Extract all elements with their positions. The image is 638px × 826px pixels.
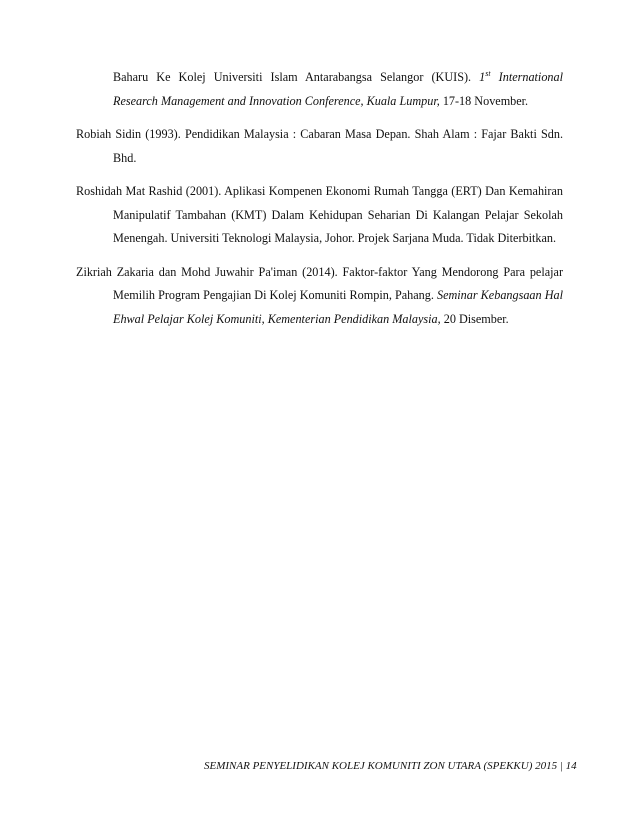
ordinal-suffix: st (485, 68, 491, 78)
ordinal-number: 1 (479, 70, 486, 84)
conference-title: International Research Management and Innovation Conference, Kuala Lumpur, (113, 70, 563, 108)
reference-text: Zikriah Zakaria dan Mohd Juwahir Pa'iman (2014). Faktor-faktor Yang Mendorong Para pelajar Memilih Program Pengajian Di Kolej Komuniti Rompin, Pahang. (76, 264, 563, 302)
reference-item (76, 180, 563, 251)
reference-text: Roshidah Mat Rashid (2001). Aplikasi Kompenen Ekonomi Rumah Tangga (ERT) Dan Kemahiran Manipulatif Tambahan (KMT) Dalam Kehidupan Seharian Di Kalangan Pelajar Sekolah Menengah. Universiti Teknologi Malaysia, Johor. Projek Sarjana Muda. Tidak Diterbitkan. (76, 184, 563, 245)
reference-item (76, 261, 563, 332)
reference-item-continued (76, 66, 563, 113)
reference-date: 17-18 November. (439, 93, 529, 108)
reference-text: Robiah Sidin (1993). Pendidikan Malaysia : Cabaran Masa Depan. Shah Alam : Fajar Bakti Sdn. Bhd. (76, 127, 563, 165)
reference-item (76, 123, 563, 170)
reference-text: Baharu Ke Kolej Universiti Islam Antarabangsa Selangor (KUIS). (113, 70, 480, 84)
page-footer: SEMINAR PENYELIDIKAN KOLEJ KOMUNITI ZON UTARA (SPEKKU) 2015 | 14 (204, 760, 577, 772)
reference-date: 20 Disember. (440, 311, 509, 326)
seminar-title: Seminar Kebangsaan Hal Ehwal Pelajar Kolej Komuniti, Kementerian Pendidikan Malaysia, (113, 288, 563, 326)
reference-list (76, 66, 563, 341)
